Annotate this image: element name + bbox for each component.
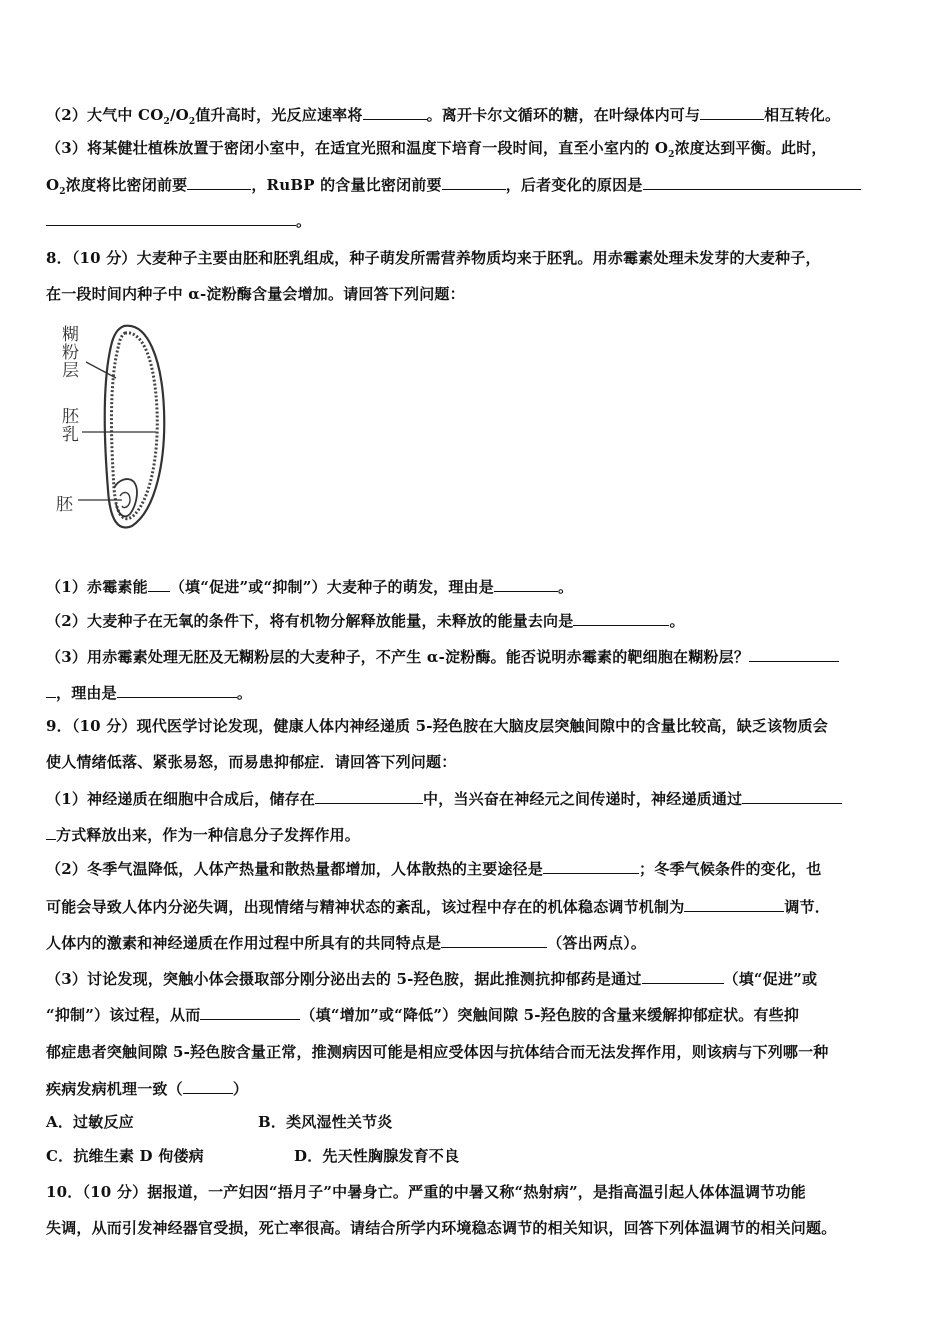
text: （填“促进”或 bbox=[723, 970, 818, 988]
q8-part2 bbox=[46, 610, 685, 631]
text: 8．（10 分）大麦种子主要由胚和胚乳组成，种子萌发所需营养物质均来于胚乳。用赤霉素处理未发芽的大麦种子， bbox=[46, 249, 821, 267]
q9-part2-line1 bbox=[46, 858, 821, 879]
q9-part3-line4 bbox=[46, 1078, 248, 1099]
q9-part2-line3 bbox=[46, 932, 646, 953]
subscript: 2 bbox=[59, 187, 66, 197]
text: 疾病发病机理一致（ bbox=[46, 1080, 183, 1098]
answer-blank[interactable] bbox=[643, 174, 861, 190]
text: ，后者变化的原因是 bbox=[505, 176, 643, 194]
text: 可能会导致人体内分泌失调，出现情绪与精神状态的紊乱，该过程中存在的机体稳态调节机制为 bbox=[46, 898, 685, 916]
q8-part3-line1 bbox=[46, 646, 839, 667]
answer-blank[interactable] bbox=[46, 210, 296, 226]
text: ，理由是 bbox=[56, 684, 117, 702]
q9-part2-line2 bbox=[46, 896, 830, 917]
text: “抑制”）该过程，从而 bbox=[46, 1006, 201, 1024]
option-a[interactable]: A．过敏反应 bbox=[46, 1113, 134, 1131]
subscript: 2 bbox=[188, 117, 196, 127]
q7-part2 bbox=[46, 104, 840, 132]
q9-options-row1 bbox=[46, 1112, 392, 1132]
text: （2）大气中 CO bbox=[46, 106, 164, 124]
text: 。 bbox=[669, 612, 685, 630]
text: 在一段时间内种子中 α-淀粉酶含量会增加。请回答下列问题： bbox=[46, 285, 465, 303]
text: （3）将某健壮植株放置于密闭小室中，在适宜光照和温度下培育一段时间，直至小室内的 O bbox=[46, 139, 669, 157]
text: /O bbox=[169, 106, 189, 124]
answer-blank[interactable] bbox=[642, 968, 724, 984]
answer-blank[interactable] bbox=[183, 1078, 233, 1094]
q8-stem-line1 bbox=[46, 248, 821, 268]
q9-options-row2 bbox=[46, 1146, 459, 1166]
q9-part1-line1 bbox=[46, 788, 842, 809]
text: 使人情绪低落、紧张易怒，而易患抑郁症．请回答下列问题： bbox=[46, 753, 457, 771]
text: （3）讨论发现，突触小体会摄取部分刚分泌出去的 5-羟色胺，据此推测抗抑郁药是通过 bbox=[46, 970, 642, 988]
text: （答出两点）。 bbox=[547, 934, 647, 952]
answer-blank[interactable] bbox=[742, 788, 842, 804]
text: 人体内的激素和神经递质在作用过程中所具有的共同特点是 bbox=[46, 934, 442, 952]
text: 。 bbox=[557, 578, 574, 596]
q10-stem-line2 bbox=[46, 1218, 836, 1238]
label-aleurone-layer: 糊粉层 bbox=[62, 325, 79, 381]
option-c[interactable]: C．抗维生素 D 佝偻病 bbox=[46, 1147, 204, 1165]
text: ） bbox=[232, 1080, 249, 1098]
answer-blank[interactable] bbox=[148, 576, 170, 592]
q8-part3-line2 bbox=[46, 682, 252, 703]
q8-stem-line2 bbox=[46, 284, 465, 304]
answer-blank[interactable] bbox=[573, 610, 669, 626]
q10-stem-line1 bbox=[46, 1182, 806, 1202]
text: 。 bbox=[296, 212, 312, 230]
text: 相互转化。 bbox=[764, 106, 841, 124]
text: 9．（10 分）现代医学讨论发现，健康人体内神经递质 5-羟色胺在大脑皮层突触间隙中的含量比较高，缺乏该物质会 bbox=[46, 717, 828, 735]
q9-part3-line3 bbox=[46, 1042, 829, 1062]
answer-blank[interactable] bbox=[363, 104, 427, 120]
q9-stem-line2 bbox=[46, 752, 456, 772]
option-b[interactable]: B．类风湿性关节炎 bbox=[258, 1113, 393, 1131]
answer-blank[interactable] bbox=[749, 646, 839, 662]
q8-part1 bbox=[46, 576, 573, 597]
q9-stem-line1 bbox=[46, 716, 828, 736]
text: （2）冬季气温降低，人体产热量和散热量都增加，人体散热的主要途径是 bbox=[46, 860, 544, 878]
text: 。离开卡尔文循环的糖，在叶绿体内可与 bbox=[426, 106, 701, 124]
answer-blank[interactable] bbox=[46, 824, 56, 840]
text: 。 bbox=[236, 684, 253, 702]
text: 失调，从而引发神经器官受损，死亡率很高。请结合所学内环境稳态调节的相关知识，回答下列体温调节的相关问题。 bbox=[46, 1219, 837, 1237]
text: （填“增加”或“降低”）突触间隙 5-羟色胺的含量来缓解抑郁症状。有些抑 bbox=[300, 1006, 800, 1024]
answer-blank[interactable] bbox=[200, 1004, 300, 1020]
q7-part3-line3 bbox=[46, 210, 311, 231]
text: 中，当兴奋在神经元之间传递时，神经递质通过 bbox=[423, 790, 743, 808]
text: （3）用赤霉素处理无胚及无糊粉层的大麦种子，不产生 α-淀粉酶。能否说明赤霉素的靶细胞在糊粉层？ bbox=[46, 648, 750, 666]
answer-blank[interactable] bbox=[46, 682, 56, 698]
answer-blank[interactable] bbox=[543, 858, 639, 874]
text: 调节． bbox=[784, 898, 831, 916]
text: ；冬季气候条件的变化，也 bbox=[639, 860, 822, 878]
barley-seed-figure bbox=[52, 320, 192, 535]
q9-part3-line2 bbox=[46, 1004, 799, 1025]
text: （2）大麦种子在无氧的条件下，将有机物分解释放能量，未释放的能量去向是 bbox=[46, 612, 574, 630]
subscript: 2 bbox=[668, 150, 675, 160]
label-endosperm: 胚乳 bbox=[62, 407, 79, 445]
option-d[interactable]: D．先天性胸腺发育不良 bbox=[294, 1147, 460, 1165]
q9-part3-line1 bbox=[46, 968, 817, 989]
text: 郁症患者突触间隙 5-羟色胺含量正常，推测病因可能是相应受体因与抗体结合而无法发挥作用，则该病与下列哪一种 bbox=[46, 1043, 829, 1061]
answer-blank[interactable] bbox=[441, 932, 547, 948]
text: 10．（10 分）据报道，一产妇因“捂月子”中暑身亡。严重的中暑又称“热射病”，是指高温引起人体体温调节功能 bbox=[46, 1183, 806, 1201]
label-embryo: 胚 bbox=[56, 495, 73, 515]
q7-part3-line1 bbox=[46, 138, 827, 165]
text: 值升高时，光反应速率将 bbox=[195, 106, 363, 124]
answer-blank[interactable] bbox=[117, 682, 237, 698]
q9-part1-line2 bbox=[46, 824, 360, 845]
text: 浓度将比密闭前要 bbox=[65, 176, 188, 194]
text: （1）赤霉素能 bbox=[46, 578, 148, 596]
answer-blank[interactable] bbox=[187, 174, 251, 190]
seed-drawing bbox=[52, 320, 192, 535]
answer-blank[interactable] bbox=[315, 788, 423, 804]
text: O bbox=[46, 176, 60, 194]
answer-blank[interactable] bbox=[442, 174, 506, 190]
answer-blank[interactable] bbox=[684, 896, 784, 912]
text: 方式释放出来，作为一种信息分子发挥作用。 bbox=[56, 826, 361, 844]
answer-blank[interactable] bbox=[494, 576, 558, 592]
q7-part3-line2 bbox=[46, 174, 861, 202]
text: （1）神经递质在细胞中合成后，储存在 bbox=[46, 790, 316, 808]
subscript: 2 bbox=[163, 117, 170, 127]
text: ，RuBP 的含量比密闭前要 bbox=[251, 176, 442, 194]
text: （填“促进”或“抑制”）大麦种子的萌发，理由是 bbox=[169, 578, 494, 596]
answer-blank[interactable] bbox=[700, 104, 764, 120]
text: 浓度达到平衡。此时， bbox=[674, 139, 827, 157]
